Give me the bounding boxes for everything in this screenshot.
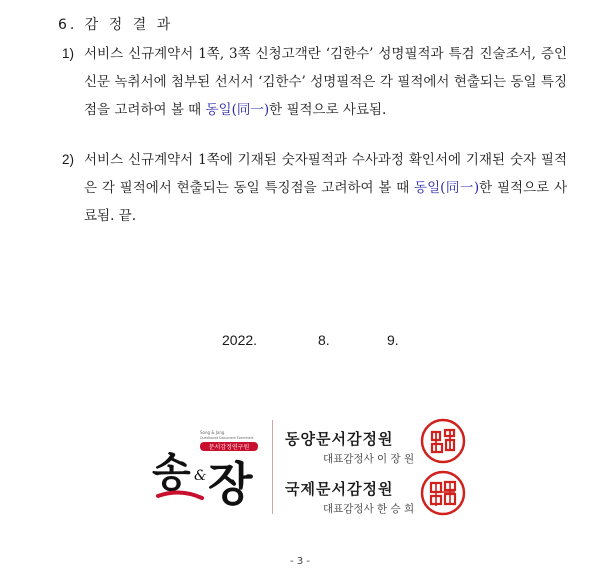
org-name: 국제문서감정원 xyxy=(285,480,394,498)
result-item-1 xyxy=(62,40,567,124)
org-representative: 대표감정사 이 장 원 xyxy=(323,453,415,465)
company-logo xyxy=(150,418,280,518)
red-seal-2 xyxy=(420,470,466,516)
svg-text:장: 장 xyxy=(208,457,253,511)
section-title: 6. 감 정 결 과 xyxy=(58,17,174,33)
item-number: 2) xyxy=(62,152,75,167)
item-text: 서비스 신규계약서 1쪽, 3쪽 신청고객란 ‘김한수’ 성명필적과 특검 진술조서, 증인신문 녹취서에 첨부된 선서서 ‘김한수’ 성명필적은 각 필적에서 현출되는 동일 특징점을 고려하여 볼 때 동일(同一)한 필적으로 사료됨. xyxy=(84,46,567,118)
result-item-2 xyxy=(62,146,567,230)
red-seal-1 xyxy=(420,418,466,464)
date-day: 9. xyxy=(387,332,399,348)
svg-text:송: 송 xyxy=(152,449,191,496)
logo-divider xyxy=(272,420,273,514)
page-number: - 3 - xyxy=(290,556,310,567)
svg-text:Questioned Document Examiners: Questioned Document Examiners xyxy=(200,436,254,440)
org-block-1 xyxy=(285,428,414,466)
highlight-text: 동일(同一) xyxy=(414,180,480,196)
highlight-text: 동일(同一) xyxy=(205,102,270,118)
item-number: 1) xyxy=(62,46,75,61)
org-representative: 대표감정사 한 승 희 xyxy=(323,503,415,515)
svg-text:&: & xyxy=(194,468,207,484)
org-block-2 xyxy=(285,478,414,516)
date-year: 2022. xyxy=(222,332,258,348)
item-text: 서비스 신규계약서 1쪽에 기재된 숫자필적과 수사과정 확인서에 기재된 숫자 필적은 각 필적에서 현출되는 동일 특징점을 고려하여 볼 때 동일(同一)한 필적으로 사료됨. 끝. xyxy=(84,152,567,224)
date-month: 8. xyxy=(318,332,330,348)
svg-text:Song & Jang: Song & Jang xyxy=(200,430,225,435)
svg-text:문서감정연구원: 문서감정연구원 xyxy=(208,444,250,451)
org-name: 동양문서감정원 xyxy=(285,430,394,448)
